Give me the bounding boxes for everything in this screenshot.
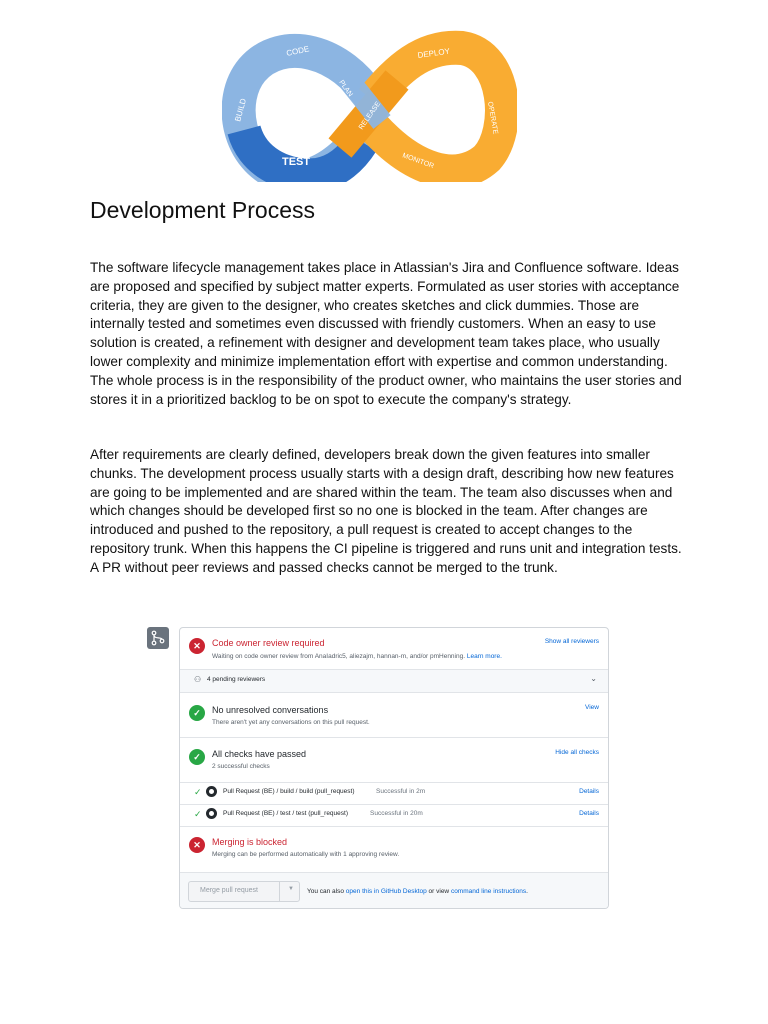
review-required-title: Code owner review required [212,638,325,648]
devops-infinity-logo [222,30,517,182]
check-status: Successful in 20m [370,810,423,817]
check-item [180,804,608,827]
person-icon: ⚇ [194,675,202,684]
check-status: Successful in 2m [376,788,426,795]
merge-blocked-row [180,827,608,872]
paragraph-development: After requirements are clearly defined, developers break down the given features into smaller chunks. The development process usually starts with a design draft, describing how new features are going to be implemented and are shared within the team. The team also discusses when and which changes should be developed first so no one is blocked in the team. After changes are introduced and pushed to the repository, a pull request is created to accept changes to the repository trunk. When this happens the CI pipeline is triggered and runs unit and integration tests. A PR without peer reviews and passed checks cannot be merged to the trunk. [90,447,682,575]
command-line-link[interactable]: command line instructions [450,888,527,895]
logo-deploy: DEPLOY [417,46,451,60]
view-conversations-link[interactable]: View [585,704,599,711]
review-required-subtitle: Waiting on code owner review from AnaIadric5, aliezajm, hannan-m, and/or pmHenning. Learn more. [212,653,502,660]
pending-reviewers-label: 4 pending reviewers [207,676,266,683]
logo-operate: OPERATE [486,101,499,135]
github-desktop-link[interactable]: open this in GitHub Desktop [345,888,427,895]
review-required-row [180,628,608,669]
hide-all-checks-link[interactable]: Hide all checks [555,749,599,756]
check-icon: ✓ [194,787,202,797]
paragraph-lifecycle: The software lifecycle management takes place in Atlassian's Jira and Confluence software. Ideas are proposed and specified by subject matter experts. Formulated as user stories with acceptance criteria, they are given to the designer, who creates sketches and click dummies. Those are internally tested and sometimes even discussed with friendly customers. When an easy to use solution is created, a refinement with designer and development team takes place, who usually lower complexity and minimize implementation effort with expertise and common understanding. The whole process is in the responsibility of the product owner, who maintains the user stories and stores it in a prioritized backlog to be on spot to execute the company's strategy. [90,260,682,407]
logo-monitor: MONITOR [401,152,435,171]
check-name: Pull Request (BE) / build / build (pull_request) [223,788,355,795]
check-circle-icon: ✓ [189,705,205,721]
learn-more-link[interactable]: Learn more. [466,653,502,660]
merge-pull-request-button[interactable]: Merge pull request ▼ [188,881,300,902]
checks-title: All checks have passed [212,749,307,759]
logo-release: RELEASE [357,100,383,132]
logo-test: TEST [282,156,311,168]
pr-merge-box [179,627,609,909]
check-details-link[interactable]: Details [579,788,599,795]
check-name: Pull Request (BE) / test / test (pull_request) [223,810,348,817]
checks-row [180,738,608,783]
conversations-title: No unresolved conversations [212,705,329,715]
merge-footer [180,872,608,909]
conversations-row [180,692,608,738]
pending-reviewers-row[interactable] [180,669,608,693]
check-icon: ✓ [194,809,202,819]
git-merge-icon [147,627,169,649]
x-circle-icon: ✕ [189,638,205,654]
check-details-link[interactable]: Details [579,810,599,817]
check-circle-icon: ✓ [189,749,205,765]
chevron-down-icon[interactable]: ⌄ [590,674,597,683]
x-circle-icon: ✕ [189,837,205,853]
github-icon [206,786,217,797]
github-icon [206,808,217,819]
logo-build: BUILD [233,97,249,123]
merge-blocked-subtitle: Merging can be performed automatically with 1 approving review. [212,851,400,858]
merge-blocked-title: Merging is blocked [212,837,288,847]
logo-code: CODE [285,44,311,58]
page-title: Development Process [90,197,315,223]
footer-text: You can also open this in GitHub Desktop or view command line instructions. [307,888,528,895]
caret-down-icon[interactable]: ▼ [288,886,294,892]
logo-plan: PLAN [337,79,354,99]
conversations-subtitle: There aren't yet any conversations on this pull request. [212,719,370,726]
check-item [180,782,608,805]
show-all-reviewers-link[interactable]: Show all reviewers [544,638,599,645]
checks-subtitle: 2 successful checks [212,763,270,770]
